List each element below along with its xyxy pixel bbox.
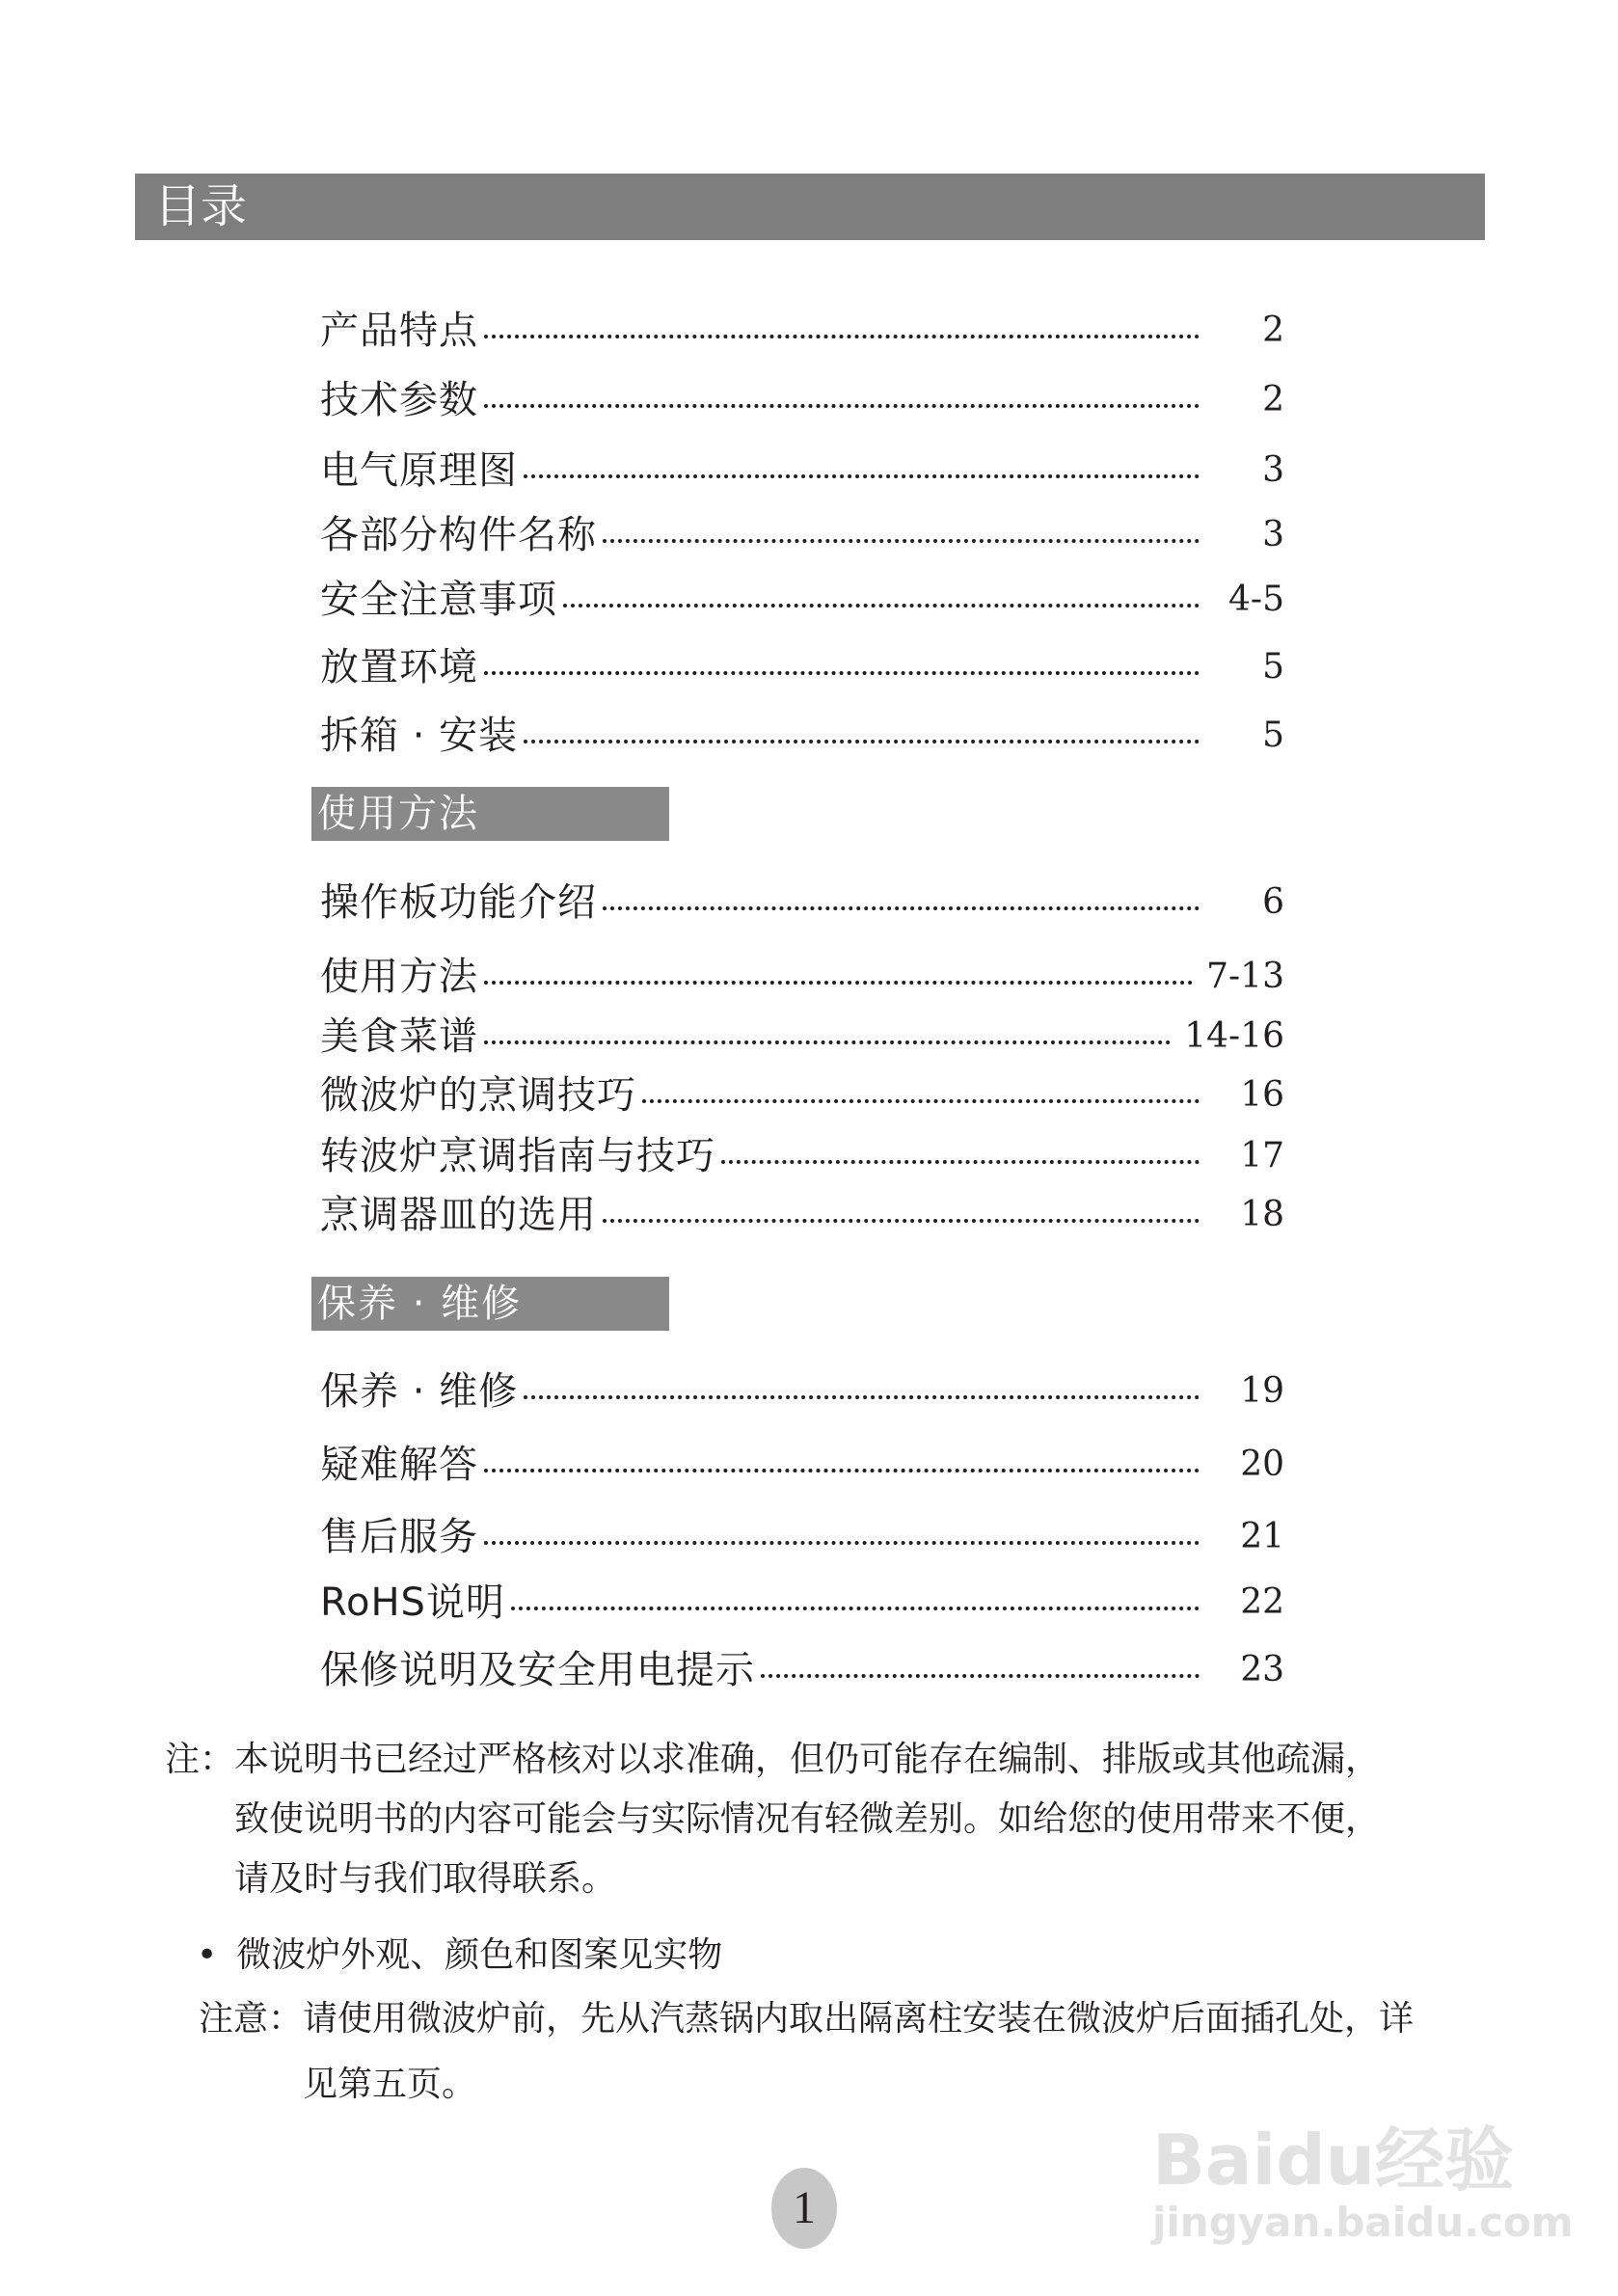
dot-leader: [603, 539, 1200, 543]
toc-entry-page: 22: [1240, 1582, 1284, 1622]
toc-entry-label: 保修说明及安全用电提示: [320, 1648, 755, 1692]
toc-entry-page: 18: [1240, 1195, 1284, 1234]
dot-leader: [524, 474, 1200, 478]
toc-entry-page: 7-13: [1206, 957, 1284, 996]
dot-leader: [563, 604, 1200, 608]
toc-entry-label: 电气原理图: [320, 448, 518, 493]
section-header-bar: [311, 1277, 669, 1331]
toc-entry[interactable]: [320, 712, 1284, 760]
toc-entry-label: 使用方法: [320, 955, 478, 999]
dot-leader: [603, 906, 1200, 910]
toc-header-bar: [135, 174, 1485, 240]
toc-entry-page: 17: [1240, 1136, 1284, 1175]
toc-entry-label: 保养 · 维修: [320, 1369, 519, 1414]
toc-entry-page: 6: [1262, 882, 1284, 922]
toc-entry[interactable]: [320, 1132, 1284, 1180]
bullet-text: 微波炉外观、颜色和图案见实物: [236, 1935, 723, 1975]
note-line: 本说明书已经过严格核对以求准确，但仍可能存在编制、排版或其他疏漏，: [234, 1740, 1381, 1779]
toc-entry[interactable]: [320, 1071, 1284, 1120]
note-line: 致使说明书的内容可能会与实际情况有轻微差别。如给您的使用带来不便，: [234, 1799, 1381, 1839]
toc-entry-page: 4-5: [1228, 580, 1284, 619]
caution-block: [199, 1998, 1414, 2106]
dot-leader: [761, 1674, 1200, 1678]
dot-leader: [511, 1607, 1200, 1610]
toc-title: 目录: [154, 179, 248, 233]
watermark: [1152, 2121, 1574, 2247]
dot-leader: [524, 1395, 1200, 1399]
note-line: 请及时与我们取得联系。: [234, 1859, 617, 1899]
toc-entry[interactable]: [320, 1367, 1284, 1416]
caution-line: 请使用微波炉前，先从汽蒸锅内取出隔离柱安装在微波炉后面插孔处，详: [303, 1999, 1415, 2039]
toc-entry-page: 5: [1262, 716, 1284, 755]
watermark-url: jingyan.baidu.com: [1152, 2199, 1574, 2246]
dot-leader: [484, 335, 1200, 338]
toc-entry[interactable]: [320, 1513, 1284, 1561]
toc-entry[interactable]: [320, 878, 1284, 927]
caution-lines: [303, 1998, 1414, 2106]
toc-entry-label: 放置环境: [320, 645, 478, 689]
toc-entry[interactable]: [320, 643, 1284, 691]
toc-entry-page: 2: [1262, 380, 1284, 419]
toc-entry-label: 技术参数: [320, 378, 478, 422]
section-header-bar: [311, 787, 669, 841]
note-block: [165, 1739, 1380, 1901]
toc-entry-label: 操作板功能介绍: [320, 880, 597, 925]
toc-entry[interactable]: [320, 1191, 1284, 1239]
caution-prefix: 注意：: [199, 1999, 304, 2039]
toc-entry[interactable]: [320, 376, 1284, 424]
bullet-block: [197, 1934, 722, 1977]
toc-entry[interactable]: [320, 1013, 1284, 1061]
toc-entry-label: RoHS说明: [320, 1580, 505, 1625]
toc-entry-label: 美食菜谱: [320, 1014, 478, 1059]
note-lines: [234, 1739, 1380, 1901]
page-number: 1: [771, 2168, 837, 2249]
toc-entry-label: 烹调器皿的选用: [320, 1193, 597, 1237]
toc-entry[interactable]: [320, 511, 1284, 559]
toc-entry-page: 23: [1240, 1650, 1284, 1689]
toc-entry[interactable]: [320, 1646, 1284, 1694]
toc-entry-page: 2: [1262, 311, 1284, 350]
toc-entry-page: 20: [1240, 1445, 1284, 1484]
toc-entry[interactable]: [320, 446, 1284, 495]
toc-entry[interactable]: [320, 953, 1284, 1001]
dot-leader: [524, 740, 1200, 743]
toc-entry-label: 各部分构件名称: [320, 513, 597, 557]
bullet-icon: •: [197, 1935, 218, 1975]
toc-entry[interactable]: [320, 1441, 1284, 1489]
dot-leader: [721, 1160, 1200, 1164]
toc-entry-page: 5: [1262, 647, 1284, 687]
toc-entry-label: 微波炉的烹调技巧: [320, 1073, 636, 1118]
caution-line: 见第五页。: [303, 2065, 477, 2104]
toc-entry-page: 3: [1262, 515, 1284, 554]
toc-entry[interactable]: [320, 307, 1284, 355]
toc-entry-page: 16: [1240, 1075, 1284, 1115]
toc-entry[interactable]: [320, 576, 1284, 624]
toc-entry-page: 3: [1262, 450, 1284, 490]
watermark-brand: Baidu经验: [1152, 2120, 1514, 2201]
dot-leader: [642, 1099, 1200, 1103]
dot-leader: [484, 1541, 1200, 1545]
toc-entry-label: 疑难解答: [320, 1443, 478, 1487]
dot-leader: [484, 1040, 1171, 1044]
toc-entry-label: 拆箱 · 安装: [320, 714, 519, 758]
dot-leader: [484, 404, 1200, 408]
dot-leader: [484, 1469, 1200, 1472]
toc-entry-page: 21: [1240, 1517, 1284, 1556]
dot-leader: [484, 981, 1193, 985]
toc-entry-page: 19: [1240, 1371, 1284, 1411]
dot-leader: [603, 1219, 1200, 1223]
toc-entry[interactable]: [320, 1579, 1284, 1627]
toc-entry-label: 转波炉烹调指南与技巧: [320, 1134, 715, 1178]
toc-entry-label: 产品特点: [320, 309, 478, 353]
toc-entry-label: 售后服务: [320, 1515, 478, 1559]
toc-entry-page: 14-16: [1184, 1016, 1284, 1056]
section-title: 使用方法: [317, 792, 479, 836]
toc-entry-label: 安全注意事项: [320, 578, 557, 622]
dot-leader: [484, 671, 1200, 675]
note-prefix: 注：: [165, 1740, 235, 1779]
section-title: 保养 · 维修: [317, 1282, 523, 1326]
